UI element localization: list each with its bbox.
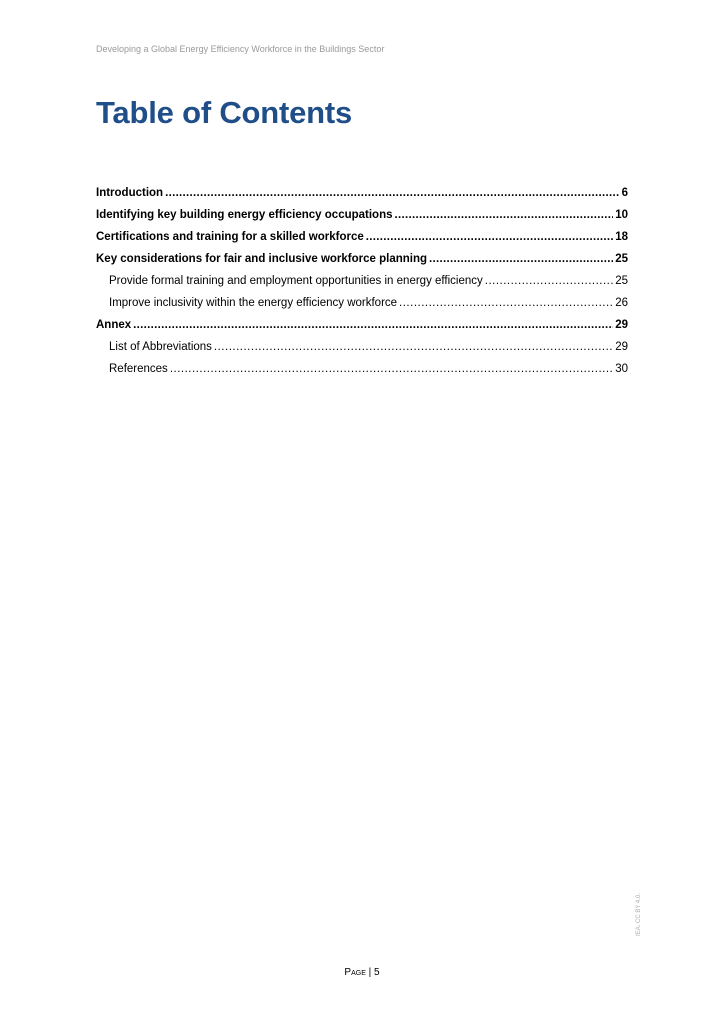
- toc-page-number: 26: [615, 297, 628, 309]
- toc-entry-title: Key considerations for fair and inclusive workforce planning: [96, 253, 428, 265]
- toc-dot-leader: [429, 250, 613, 268]
- toc-entry-key-considerations[interactable]: [96, 250, 628, 272]
- toc-dot-leader: [214, 338, 613, 356]
- toc-entry-title: Identifying key building energy efficiency occupations: [96, 209, 393, 221]
- toc-page-number: 30: [615, 363, 628, 375]
- toc-entry-list-of-abbreviations[interactable]: [96, 338, 628, 360]
- toc-page-number: 29: [615, 341, 628, 353]
- toc-page-number: 25: [615, 253, 628, 265]
- toc-dot-leader: [366, 228, 613, 246]
- page-footer: [0, 967, 724, 978]
- toc-entry-title: List of Abbreviations: [109, 341, 212, 353]
- toc-entry-annex[interactable]: [96, 316, 628, 338]
- toc-dot-leader: [165, 184, 620, 202]
- toc-dot-leader: [133, 316, 613, 334]
- toc-dot-leader: [399, 294, 613, 312]
- toc-page-number: 6: [621, 187, 628, 199]
- toc-entry-title: Introduction: [96, 187, 164, 199]
- license-notice: IEA. CC BY 4.0.: [636, 893, 642, 936]
- toc-entry-title: References: [109, 363, 168, 375]
- page-number: 5: [374, 967, 380, 978]
- toc-dot-leader: [395, 206, 614, 224]
- toc-page-number: 18: [615, 231, 628, 243]
- toc-entry-formal-training[interactable]: [96, 272, 628, 294]
- toc-dot-leader: [170, 360, 613, 378]
- page-separator: |: [368, 967, 372, 978]
- toc-entry-improve-inclusivity[interactable]: [96, 294, 628, 316]
- toc-page-number: 29: [615, 319, 628, 331]
- toc-page-number: 25: [615, 275, 628, 287]
- running-header: Developing a Global Energy Efficiency Workforce in the Buildings Sector: [96, 44, 385, 54]
- toc-entry-introduction[interactable]: [96, 184, 628, 206]
- toc-entry-title: Certifications and training for a skilled workforce: [96, 231, 364, 243]
- toc-dot-leader: [485, 272, 613, 290]
- page-label: Page: [344, 967, 366, 978]
- toc-entry-identifying-occupations[interactable]: [96, 206, 628, 228]
- page-title: Table of Contents: [96, 95, 353, 130]
- table-of-contents: [96, 184, 628, 382]
- toc-page-number: 10: [615, 209, 628, 221]
- toc-entry-title: Provide formal training and employment opportunities in energy efficiency: [109, 275, 483, 287]
- toc-entry-references[interactable]: [96, 360, 628, 382]
- toc-entry-title: Improve inclusivity within the energy efficiency workforce: [109, 297, 398, 309]
- toc-entry-title: Annex: [96, 319, 132, 331]
- toc-entry-certifications-training[interactable]: [96, 228, 628, 250]
